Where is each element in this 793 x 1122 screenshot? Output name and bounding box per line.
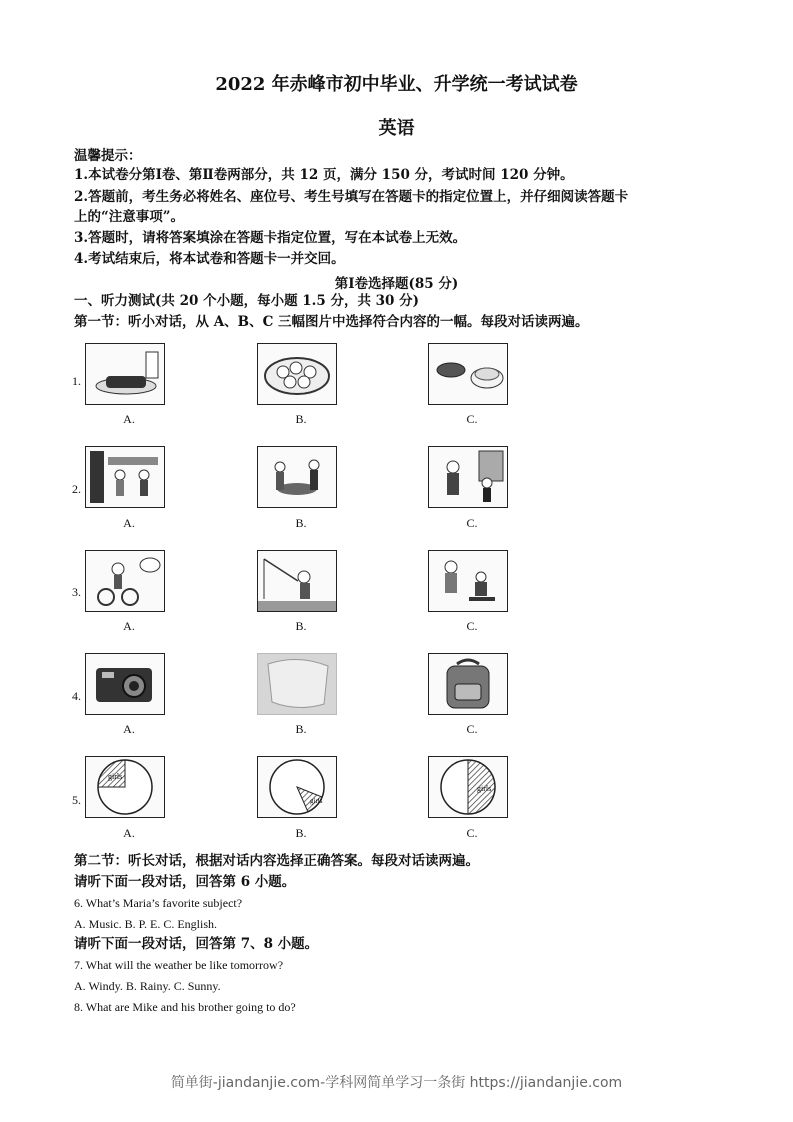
doctor-picture[interactable]	[428, 550, 508, 612]
restaurant-picture[interactable]	[257, 446, 337, 508]
backpack-picture[interactable]	[428, 653, 508, 715]
question-8: 8. What are Mike and his brother going to do?	[74, 1000, 296, 1014]
question-number: 2.	[72, 482, 81, 496]
sub2-instructions: 第二节：听长对话，根据对话内容选择正确答案。每段对话读两遍。	[74, 853, 479, 869]
question-6-options[interactable]: A. Music. B. P. E. C. English.	[74, 917, 218, 931]
scarf-picture[interactable]	[257, 653, 337, 715]
listen-q6: 请听下面一段对话，回答第 6 小题。	[74, 874, 296, 890]
option-letter: A.	[123, 516, 135, 530]
pie-slice-label: girls	[310, 797, 323, 805]
office-picture[interactable]	[428, 446, 508, 508]
listen-q7-8: 请听下面一段对话，回答第 7、8 小题。	[74, 936, 319, 952]
question-number: 4.	[72, 689, 81, 703]
option-letter: B.	[295, 619, 307, 633]
notice-item-2: 2.答题前，考生务必将姓名、座位号、考生号填写在答题卡的指定位置上，并仔细阅读答题卡	[74, 189, 629, 205]
question-7-options[interactable]: A. Windy. B. Rainy. C. Sunny.	[74, 979, 221, 993]
option-letter: B.	[295, 722, 307, 736]
shop-picture[interactable]	[85, 446, 165, 508]
notice-item-2-cont: 上的“注意事项”。	[74, 209, 185, 225]
footer-watermark: 简单街-jiandanjie.com-学科网简单学习一条街 https://jiandanjie.com	[170, 1075, 623, 1091]
notice-heading: 温馨提示：	[74, 148, 142, 164]
section-heading: 一、听力测试(共 20 个小题，每小题 1.5 分，共 30 分)	[74, 293, 420, 309]
question-7: 7. What will the weather be like tomorrow?	[74, 958, 284, 972]
exam-title: 2022 年赤峰市初中毕业、升学统一考试试卷	[215, 74, 578, 95]
dumplings-picture[interactable]	[257, 343, 337, 405]
notice-item-3: 3.答题时，请将答案填涂在答题卡指定位置，写在本试卷上无效。	[74, 230, 467, 246]
exam-subject: 英语	[378, 118, 415, 139]
option-letter: B.	[295, 516, 307, 530]
pie-half-picture[interactable]	[428, 756, 508, 818]
option-letter: A.	[123, 619, 135, 633]
option-letter: A.	[123, 412, 135, 426]
option-letter: A.	[123, 722, 135, 736]
question-number: 5.	[72, 793, 81, 807]
fish-rice-picture[interactable]	[428, 343, 508, 405]
question-number: 3.	[72, 585, 81, 599]
option-letter: B.	[295, 826, 307, 840]
part1-title: 第Ⅰ卷选择题(85 分)	[334, 276, 459, 292]
fishing-picture[interactable]	[257, 550, 337, 612]
option-letter: C.	[466, 412, 478, 426]
pie-slice-label: girls	[108, 772, 123, 781]
pie-small-picture[interactable]	[257, 756, 337, 818]
option-letter: C.	[466, 516, 478, 530]
option-letter: A.	[123, 826, 135, 840]
question-number: 1.	[72, 374, 81, 388]
camera-picture[interactable]	[85, 653, 165, 715]
pie-slice-label: girls	[477, 784, 492, 793]
notice-item-4: 4.考试结束后，将本试卷和答题卡一并交回。	[74, 251, 345, 267]
notice-item-1: 1.本试卷分第Ⅰ卷、第Ⅱ卷两部分，共 12 页，满分 150 分，考试时间 120 分钟。	[74, 167, 574, 183]
option-letter: B.	[295, 412, 307, 426]
option-letter: C.	[466, 722, 478, 736]
option-letter: C.	[466, 826, 478, 840]
bread-milk-picture[interactable]	[85, 343, 165, 405]
option-letter: C.	[466, 619, 478, 633]
question-6: 6. What’s Maria’s favorite subject?	[74, 896, 243, 910]
cycling-picture[interactable]	[85, 550, 165, 612]
pie-quarter-picture[interactable]	[85, 756, 165, 818]
sub1-instructions: 第一节：听小对话，从 A、B、C 三幅图片中选择符合内容的一幅。每段对话读两遍。	[74, 314, 589, 330]
